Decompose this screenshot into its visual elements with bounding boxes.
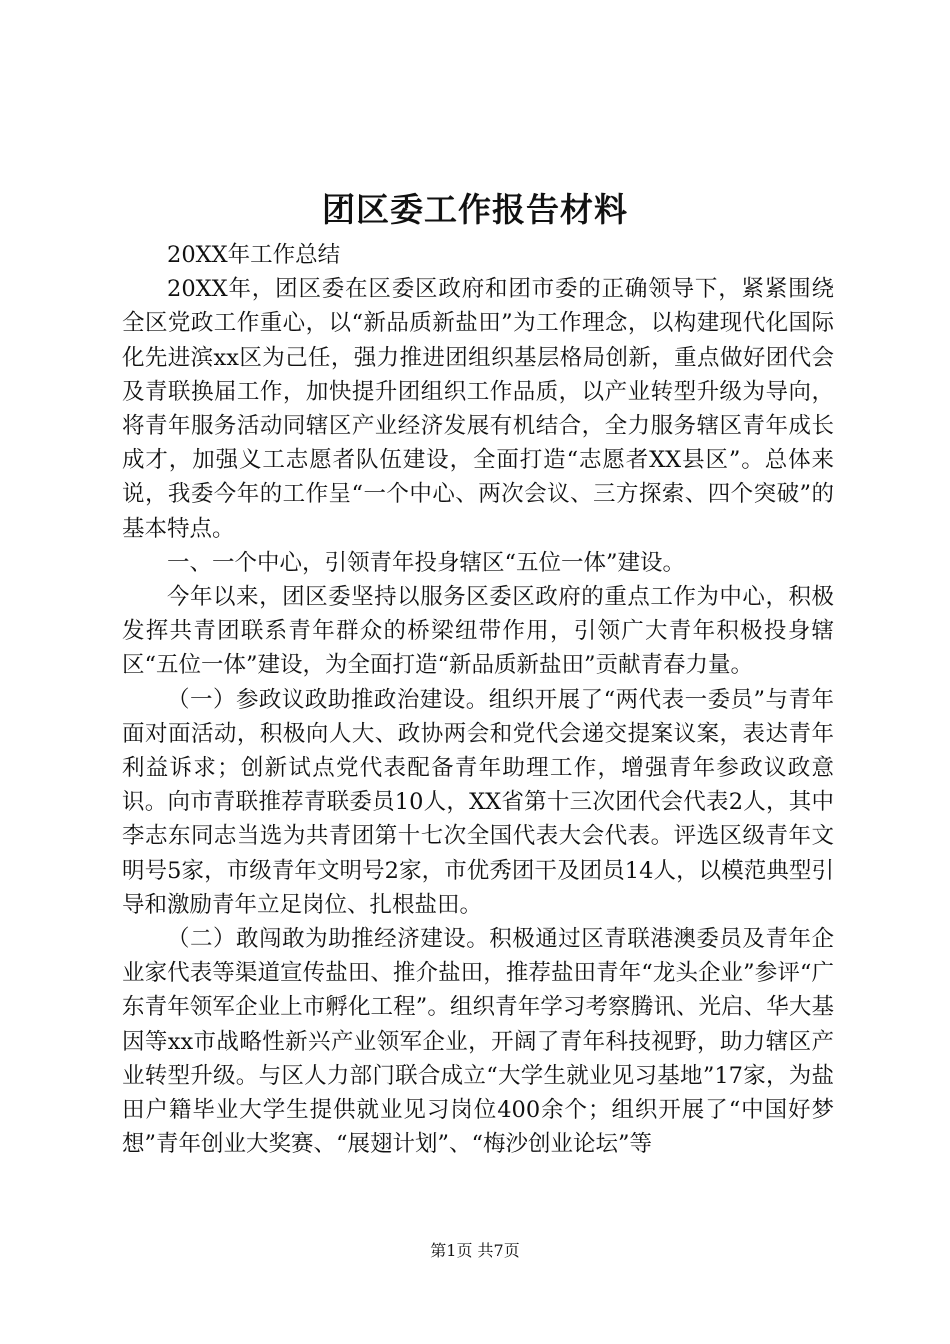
paragraph-section-intro: 今年以来，团区委坚持以服务区委区政府的重点工作为中心，积极发挥共青团联系青年群众的桥梁纽带作用，引领广大青年积极投身辖区“五位一体”建设，为全面打造“新品质新盐田”贡献青春力量。 [122, 584, 834, 679]
document-title: 团区委工作报告材料 [322, 190, 628, 229]
paragraph-economic: （二）敢闯敢为助推经济建设。积极通过区青联港澳委员及青年企业家代表等渠道宣传盐田、推介盐田，推荐盐田青年“龙头企业”参评“广东青年领军企业上市孵化工程”。组织青年学习考察腾讯、光启、华大基因等xx市战略性新兴产业领军企业，开阔了青年科技视野，助力辖区产业转型升级。与区人力部门联合成立“大学生就业见习基地”17家，为盐田户籍毕业大学生提供就业见习岗位400余个；组织开展了“中国好梦想”青年创业大奖赛、“展翅计划”、“梅沙创业论坛”等 [122, 926, 834, 1158]
page-number-footer: 第1页 共7页 [430, 1241, 520, 1260]
paragraph-section-heading: 一、一个中心，引领青年投身辖区“五位一体”建设。 [167, 549, 686, 576]
document-body [122, 238, 834, 1161]
paragraph-subtitle: 20XX年工作总结 [167, 242, 341, 268]
paragraph-summary: 20XX年，团区委在区委区政府和团市委的正确领导下，紧紧围绕全区党政工作重心，以“新品质新盐田”为工作理念，以构建现代化国际化先进滨xx区为己任，强力推进团组织基层格局创新，重点做好团代会及青联换届工作，加快提升团组织工作品质，以产业转型升级为导向，将青年服务活动同辖区产业经济发展有机结合，全力服务辖区青年成长成才，加强义工志愿者队伍建设，全面打造“志愿者XX县区”。总体来说，我委今年的工作呈“一个中心、两次会议、三方探索、四个突破”的基本特点。 [122, 276, 834, 542]
paragraph-political: （一）参政议政助推政治建设。组织开展了“两代表一委员”与青年面对面活动，积极向人大、政协两会和党代会递交提案议案，表达青年利益诉求；创新试点党代表配备青年助理工作，增强青年参政议政意识。向市青联推荐青联委员10人，XX省第十三次团代会代表2人，其中李志东同志当选为共青团第十七次全国代表大会代表。评选区级青年文明号5家，市级青年文明号2家，市优秀团干及团员14人，以模范典型引导和激励青年立足岗位、扎根盐田。 [122, 686, 834, 918]
